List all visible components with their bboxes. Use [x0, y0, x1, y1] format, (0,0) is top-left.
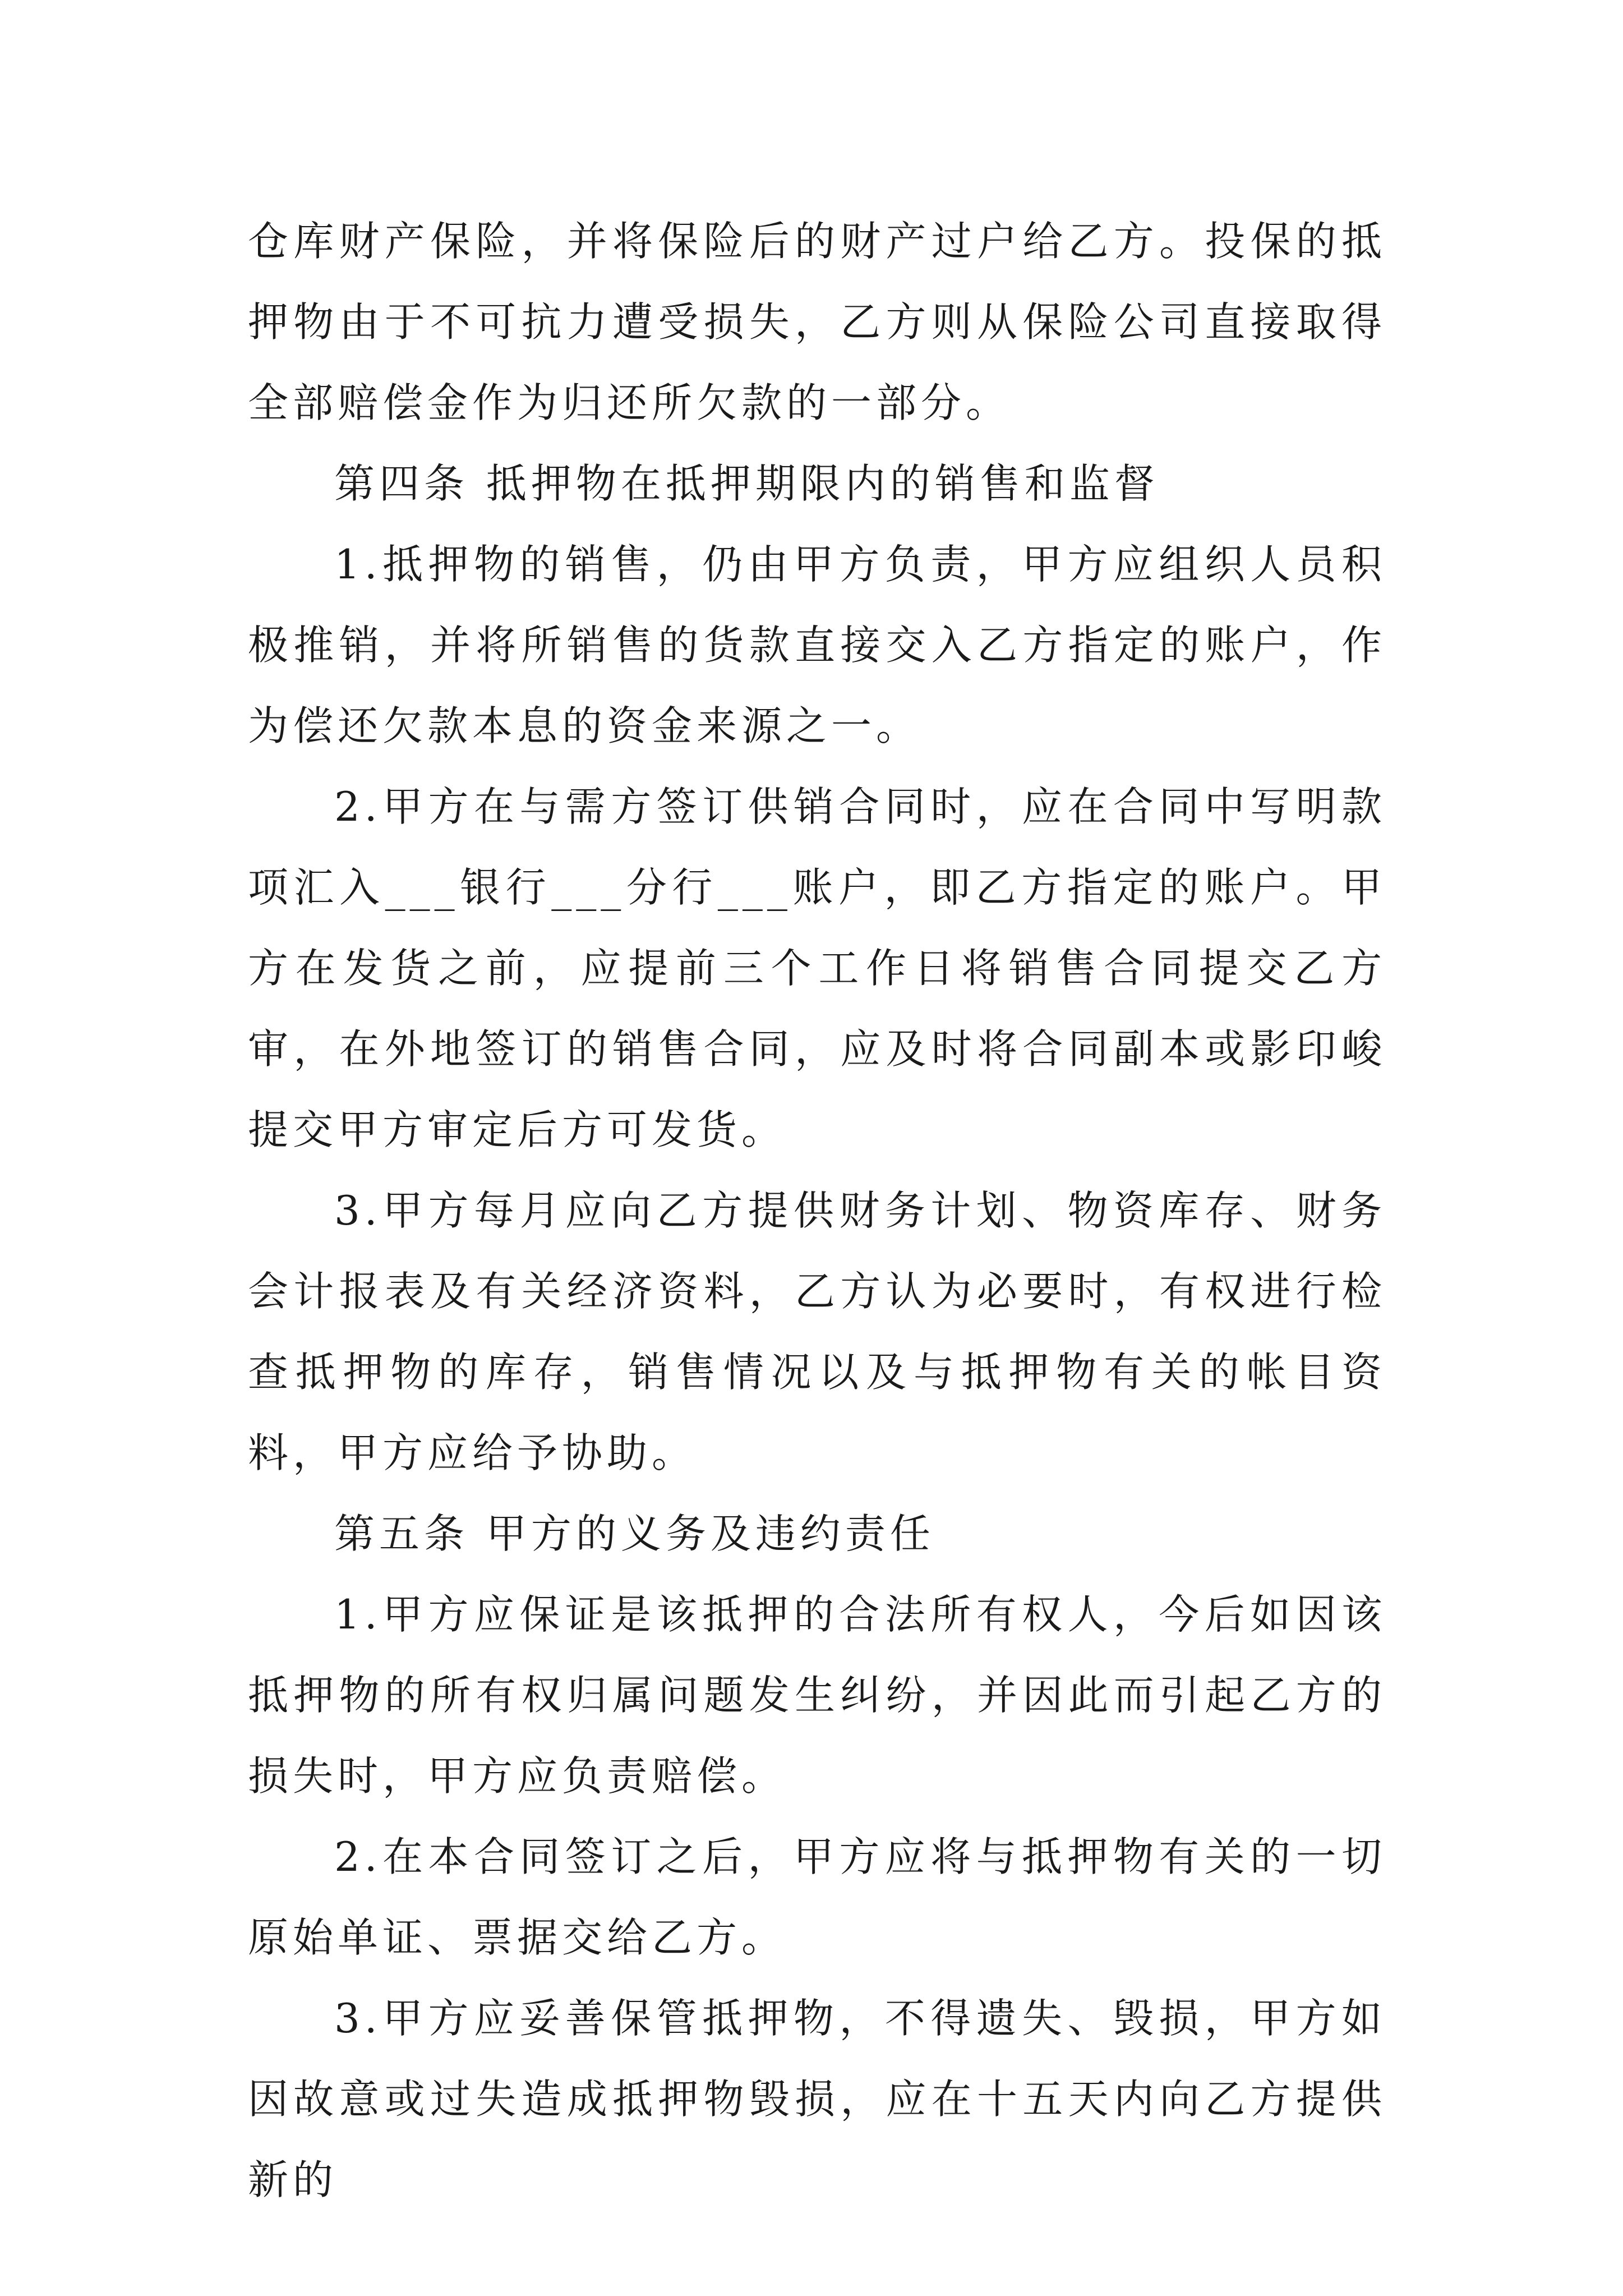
article-4-item-2: 2.甲方在与需方签订供销合同时，应在合同中写明款项汇入___银行___分行___账户，即乙方指定的账户。甲方在发货之前，应提前三个工作日将销售合同提交乙方审，在外地签订的销售合同，应及时将合同副本或影印峻提交甲方审定后方可发货。 [248, 783, 1386, 1153]
article-5-item-2: 2.在本合同签订之后，甲方应将与抵押物有关的一切原始单证、票据交给乙方。 [248, 1833, 1386, 1961]
article-5-item-1: 1.甲方应保证是该抵押的合法所有权人，今后如因该抵押物的所有权归属问题发生纠纷，并因此而引起乙方的损失时，甲方应负责赔偿。 [248, 1591, 1386, 1800]
document-body [248, 201, 1386, 2220]
paragraph-insurance-continuation: 仓库财产保险，并将保险后的财产过户给乙方。投保的抵押物由于不可抗力遭受损失，乙方则从保险公司直接取得全部赔偿金作为归还所欠款的一部分。 [248, 218, 1386, 426]
article-5-item-3: 3.甲方应妥善保管抵押物，不得遗失、毁损，甲方如因故意或过失造成抵押物毁损，应在十五天内向乙方提供新的 [248, 1995, 1386, 2203]
article-5-heading: 第五条 甲方的义务及违约责任 [334, 1510, 935, 1557]
article-4-item-3: 3.甲方每月应向乙方提供财务计划、物资库存、财务会计报表及有关经济资料，乙方认为必要时，有权进行检查抵押物的库存，销售情况以及与抵押物有关的帐目资料，甲方应给予协助。 [248, 1187, 1386, 1476]
article-4-heading: 第四条 抵押物在抵押期限内的销售和监督 [334, 460, 1159, 507]
article-4-item-1: 1.抵押物的销售，仍由甲方负责，甲方应组织人员积极推销，并将所销售的货款直接交入乙方指定的账户，作为偿还欠款本息的资金来源之一。 [248, 541, 1386, 749]
